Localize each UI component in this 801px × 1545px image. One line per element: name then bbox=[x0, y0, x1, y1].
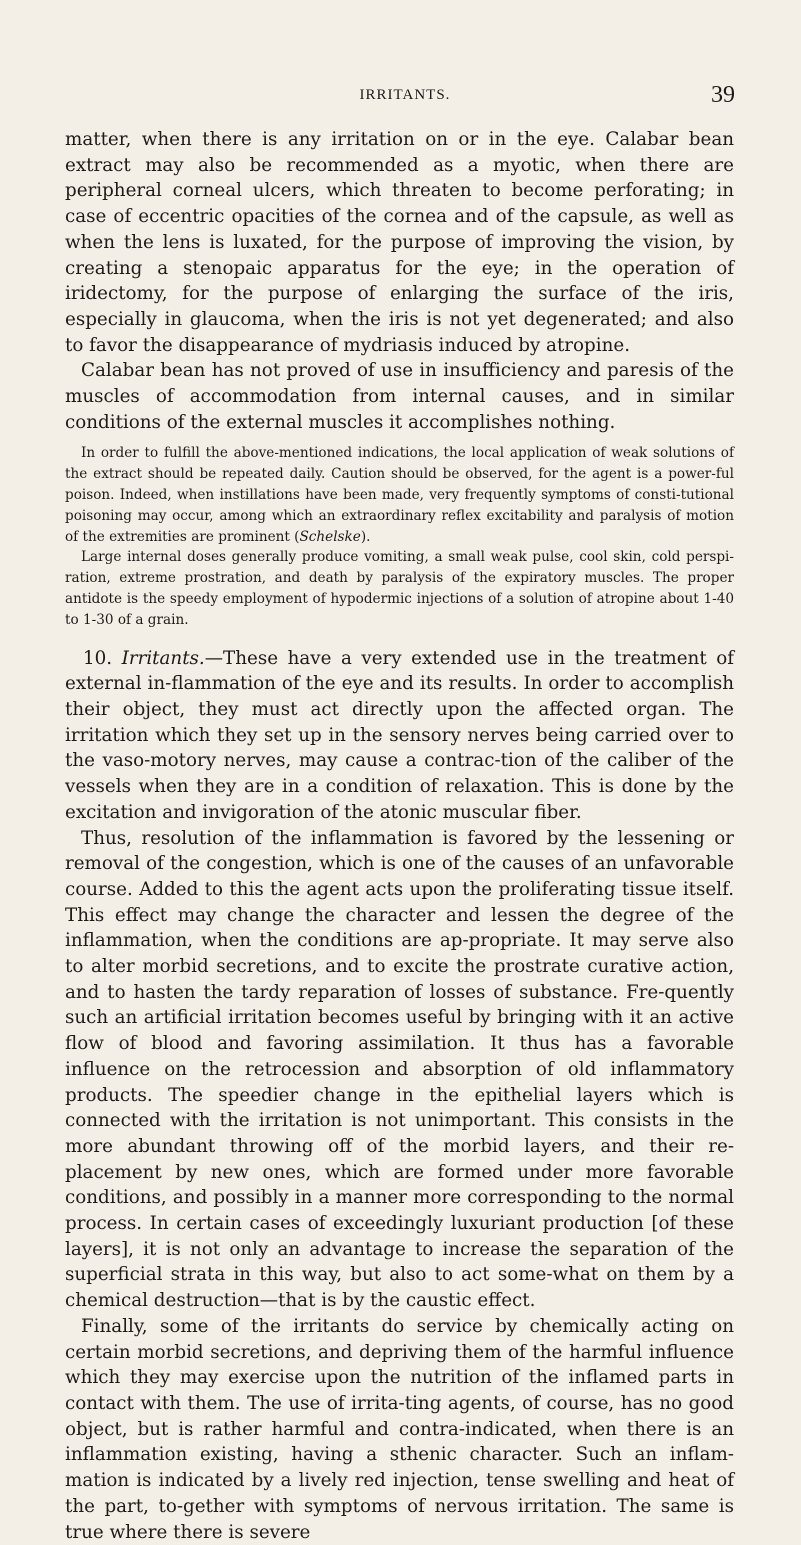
paragraph-calabar-limitations: Calabar bean has not proved of use in insufficiency and paresis of the muscles of accommodation from internal causes, and in similar conditions of the external muscles it accomplishes nothing. bbox=[65, 360, 734, 433]
citation-author: Schelske bbox=[299, 528, 361, 545]
paragraph-chemical-action: Finally, some of the irritants do service by chemically acting on certain morbid secretions, and depriving them of the harmful influence which they may exercise upon the nutrition of the inflamed parts in contact with them. The use of irrita-ting agents, of course, has no good object, but is rather harmful and contra-indicated, when there is an inflammation existing, having a sthenic character. Such an inflam-mation is indicated by a lively red injection, tense swelling and heat of the part, to-gether with symptoms of nervous irritation. The same is true where there is severe bbox=[65, 1315, 734, 1543]
section-irritants bbox=[65, 646, 734, 826]
paragraph-calabar-uses: matter, when there is any irritation on or in the eye. Calabar bean extract may also be recommended as a myotic, when there are peripheral corneal ulcers, which threaten to become perforating; in case of eccentric opacities of the cornea and of the capsule, as well as when the lens is luxated, for the purpose of improving the vision, by creating a stenopaic apparatus for the eye; in the operation of iridectomy, for the purpose of enlarging the surface of the iris, especially in glaucoma, when the iris is not yet degenerated; and also to favor the disappearance of mydriasis induced by atropine. bbox=[65, 129, 734, 356]
section-number: 10. bbox=[83, 647, 122, 669]
note-dosage-caution bbox=[65, 443, 734, 547]
note-dosage-text: In order to fulfill the above-mentioned indications, the local application of weak solutions of the extract should be repeated daily. Caution should be observed, for the agent is a power-ful poison. Indeed, when instillations have been made, very frequently symptoms of consti-tutional poisoning may occur, among which an extraordinary reflex excitability and paralysis of motion of the extremities are prominent ( bbox=[65, 445, 734, 545]
page-number: 39 bbox=[711, 82, 735, 108]
section-intro-text: —These have a very extended use in the treatment of external in-flammation of the eye and its results. In order to accomplish their object, they must act directly upon the affected organ. The irritation which they set up in the sensory nerves being carried over to the vaso-motory nerves, may cause a contrac-tion of the caliber of the vessels when they are in a condition of relaxation. This is done by the excitation and invigoration of the atonic muscular fiber. bbox=[65, 647, 734, 823]
section-title: Irritants. bbox=[121, 647, 205, 669]
paragraph-resolution: Thus, resolution of the inflammation is favored by the lessening or removal of the congestion, which is one of the causes of an unfavorable course. Added to this the agent acts upon the proliferating tissue itself. This effect may change the character and lessen the degree of the inflammation, when the conditions are ap-propriate. It may serve also to alter morbid secretions, and to excite the prostrate curative action, and to hasten the tardy reparation of losses of substance. Fre-quently such an artificial irritation becomes useful by bringing with it an active flow of blood and favoring assimilation. It thus has a favorable influence on the retrocession and absorption of old inflammatory products. The speedier change in the epithelial layers which is connected with the irritation is not unimportant. This consists in the more abundant throwing off of the morbid layers, and their re-placement by new ones, which are formed under more favorable conditions, and possibly in a manner more corresponding to the normal process. In certain cases of exceedingly luxuriant production [of these layers], it is not only an advantage to increase the separation of the superficial strata in this way, but also to act some-what on them by a chemical destruction—that is by the caustic effect. bbox=[65, 827, 734, 1312]
note-dosage-close: ). bbox=[360, 528, 371, 545]
page-body bbox=[65, 127, 734, 1545]
section-spacer bbox=[65, 631, 734, 646]
note-internal-doses: Large internal doses generally produce vomiting, a small weak pulse, cool skin, cold perspi-ration, extreme prostration, and death by paralysis of the expiratory muscles. The proper antidote is the speedy employment of hypodermic injections of a solution of atropine about 1-40 to 1-30 of a grain. bbox=[65, 549, 734, 628]
running-head: IRRITANTS. bbox=[359, 87, 451, 103]
